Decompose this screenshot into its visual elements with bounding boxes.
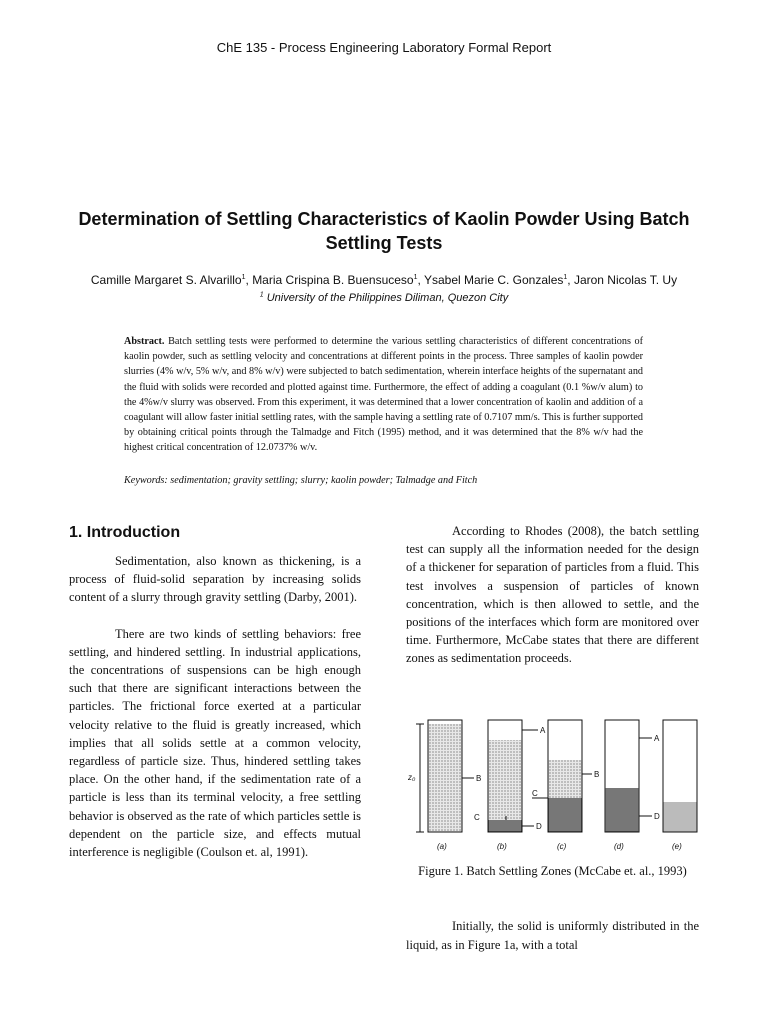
author-name: Maria Crispina B. Buensuceso [252,273,414,287]
zone-label-a: A [654,734,660,743]
paragraph: Initially, the solid is uniformly distributed in the liquid, as in Figure 1a, with a total [406,919,699,952]
zone-label-a: A [540,726,546,735]
zone-label-c: C [532,789,538,798]
panel-label: (e) [672,842,682,851]
abstract-label: Abstract. [124,336,165,347]
author-name: Camille Margaret S. Alvarillo [90,273,242,287]
figure-caption: Figure 1. Batch Settling Zones (McCabe et. al., 1993) [418,864,687,878]
paper-title: Determination of Settling Characteristics of Kaolin Powder Using Batch Settling Tests [78,209,690,253]
paragraph: Sedimentation, also known as thickening, is a process of fluid-solid separation by increasing solids content of a slurry through gravity settling (Darby, 2001). [69,554,361,605]
abstract [124,334,643,456]
author-name: Jaron Nicolas T. Uy [573,273,678,287]
section-heading-introduction: 1. Introduction [69,524,181,541]
panel-label: (d) [614,842,624,851]
height-label: z₀ [408,773,416,782]
affiliation-text: University of the Philippines Diliman, Quezon City [266,292,509,304]
right-column-continued [406,917,699,954]
affiliation [40,292,728,304]
author-name: Ysabel Marie C. Gonzales [423,273,564,287]
zone-label-b: B [594,770,600,779]
paragraph: According to Rhodes (2008), the batch settling test can supply all the information needed for the design of a thickener for separation of particles from a fluid. This test involves a suspension of particles of known concentration, which is then allowed to settle, and the positions of the interfaces which form are monitored over time. Furthermore, McCabe states that there are different zones as sedimentation proceeds. [406,524,699,666]
panel-label: (c) [557,842,567,851]
figure-batch-settling-zones [408,712,698,857]
left-column [69,552,361,861]
affiliation-mark: 1 [259,291,264,299]
zone-label-d: D [536,822,542,831]
running-header: ChE 135 - Process Engineering Laboratory Formal Report [216,40,552,55]
panel-label: (b) [497,842,507,851]
right-column [406,522,699,668]
zone-label-c: C [474,813,480,822]
affiliation-mark: 1 [563,274,568,281]
zone-label-b: B [476,774,482,783]
keywords: Keywords: sedimentation; gravity settling; slurry; kaolin powder; Talmadge and Fitch [124,475,478,486]
affiliation-mark: 1 [241,274,246,281]
author-list: Camille Margaret S. Alvarillo$^1$, Maria Crispina B. Buensuceso$^1$, Ysabel Marie C. Gonzales$^1$, Jaron Nicolas T. Uy [90,273,678,287]
panel-label: (a) [437,842,447,851]
paragraph: There are two kinds of settling behaviors: free settling, and hindered settling. In industrial applications, the concentrations of suspensions can be high enough such that there are significant interactions between the particles. The frictional force exerted at a particular velocity relative to the fluid is greatly increased, which implies that all solids settle at a common velocity, regardless of particle size. Thus, hindered settling takes place. On the other hand, if the sedimentation rate of a particle is less than its terminal velocity, a free settling behavior is observed as the rate of which particles settle is dependent on the particle size, and effects mutual interference is negligible (Coulson et. al, 1991). [69,626,361,860]
zone-label-d: D [654,812,660,821]
affiliation-mark: 1 [413,274,418,281]
abstract-text: Batch settling tests were performed to determine the various settling characteristics of different concentrations of kaolin powder, such as settling velocity and concentrations at different points in the process. Three samples of kaolin powder slurries (4% w/v, 5% w/v, and 8% w/v) were subjected to batch sedimentation, wherein interface heights of the supernatant and the fluid with solids were recorded and plotted against time. Furthermore, the effect of adding a coagulant (0.1 %w/v alum) to the 4%w/v slurry was observed. From this experiment, it was determined that a lower concentration of kaolin and addition of a coagulant will allow faster initial settling rates, with the sample having a settling rate of 0.7107 mm/s. This is further supported by obtaining critical points through the Talmadge and Fitch (1995) method, and it was determined that the 8% w/v had the highest critical concentration of 12.0737% w/v. [124,336,643,454]
